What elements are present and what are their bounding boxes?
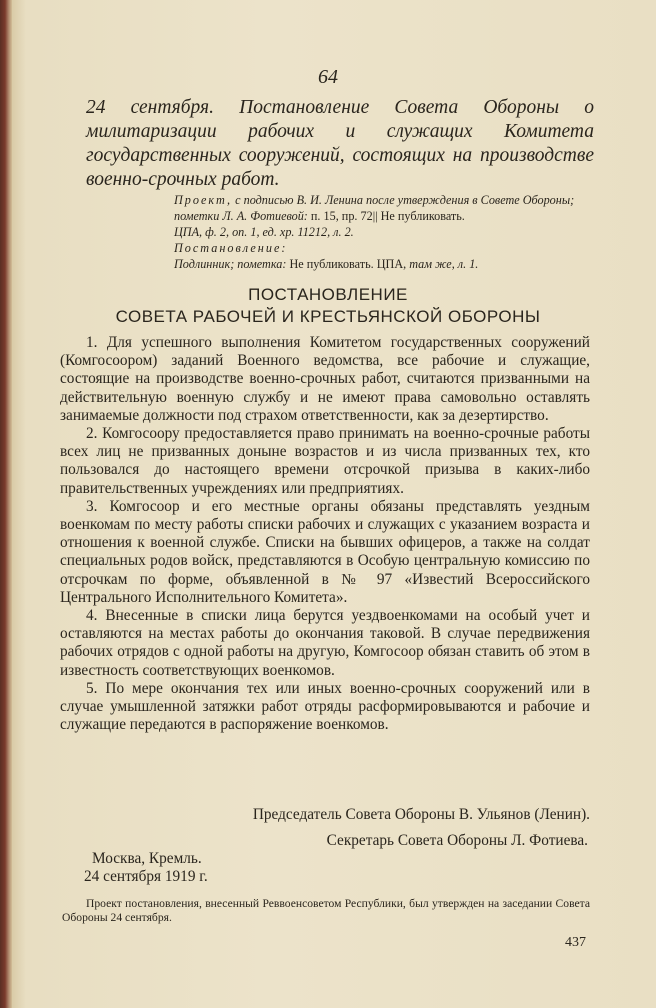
source-note-italic: с подписью В. И. Ленина после утверждения в Совете Обороны; пометки Л. А. Фотиевой: bbox=[174, 193, 575, 223]
footnote bbox=[62, 897, 590, 925]
document-number: 64 bbox=[318, 66, 338, 88]
page-number: 437 bbox=[565, 935, 586, 950]
source-note-plain: п. 15, пр. 72|| Не публиковать. bbox=[307, 209, 465, 223]
source-archive-same: там же, л. 1. bbox=[406, 257, 479, 271]
paragraph-5: 5. По мере окончания тех или иных военно-срочных сооружений или в случае умышленной затяжки работ отряды расформировываются и рабочие и служащие передаются в распоряжение военкомов. bbox=[60, 679, 590, 734]
signature-chair: Председатель Совета Обороны В. Ульянов (Ленин). bbox=[252, 806, 590, 823]
source-note bbox=[174, 192, 594, 272]
paragraph-1: 1. Для успешного выполнения Комитетом государственных сооружений (Комгосоором) заданий Военного ведомства, все рабочие и служащие, состоящие на производстве военно-срочных работ, считаются призванными на действительную военную службу и не имеют права самовольно оставлять занимаемые должности под страхом ответственности, как за дезертирство. bbox=[60, 334, 590, 424]
source-original-mark: Не публиковать. bbox=[286, 257, 374, 271]
decree-title-line1: ПОСТАНОВЛЕНИЕ bbox=[248, 285, 408, 304]
source-label-project: Проект, bbox=[174, 193, 233, 207]
source-note-line4 bbox=[174, 256, 594, 272]
document-heading: 24 сентября. Постановление Совета Обороны о милитаризации рабочих и служащих Комитета государственных сооружений, состоящих на производстве военно-срочных работ. bbox=[86, 97, 594, 190]
decree-body bbox=[60, 334, 590, 734]
source-original-label: Подлинник; пометка: bbox=[174, 257, 287, 271]
paragraph-3: 3. Комгосоор и его местные органы обязаны представлять уездным военкомам по месту работы списки рабочих и служащих с указанием возраста и отношения к военной службе. Списки на бывших офицеров, а также на солдат специальных родов войск, представляются в Особую центральную комиссию по отсрочкам по форме, объявленной в № 97 «Известий Всероссийского Центрального Исполнительного Комитета». bbox=[60, 497, 590, 606]
source-archive-abbr: ЦПА, bbox=[373, 257, 407, 271]
source-note-line1 bbox=[174, 192, 594, 224]
book-spine bbox=[0, 0, 12, 1008]
footnote-text: Проект постановления, внесенный Реввоенсоветом Республики, был утвержден на заседании Совета Обороны 24 сентября. bbox=[62, 897, 590, 924]
paragraph-2: 2. Комгосоору предоставляется право принимать на военно-срочные работы всех лиц не призванных доныне возрастов и из числа призванных тех, кто пользовался до настоящего времени отсрочкой призыва в каких-либо правительственных учреждениях или предприятиях. bbox=[60, 425, 590, 497]
signing-place: Москва, Кремль. bbox=[92, 850, 202, 867]
decree-title bbox=[0, 284, 656, 328]
signature-secretary: Секретарь Совета Обороны Л. Фотиева. bbox=[326, 832, 588, 849]
paragraph-4: 4. Внесенные в списки лица берутся уездвоенкомами на особый учет и оставляются на местах работы до окончания таковой. В случае передвижения рабочих отрядов с одной работы на другую, Комгосоор обязан ставить об этом в известность соответствующих военкомов. bbox=[60, 607, 590, 679]
decree-title-line2: СОВЕТА РАБОЧЕЙ И КРЕСТЬЯНСКОЙ ОБОРОНЫ bbox=[115, 307, 541, 326]
source-archive-ref: ЦПА, ф. 2, оп. 1, ед. хр. 11212, л. 2. bbox=[174, 225, 354, 239]
signing-date: 24 сентября 1919 г. bbox=[84, 868, 208, 885]
source-label-decree: Постановление: bbox=[174, 241, 288, 255]
